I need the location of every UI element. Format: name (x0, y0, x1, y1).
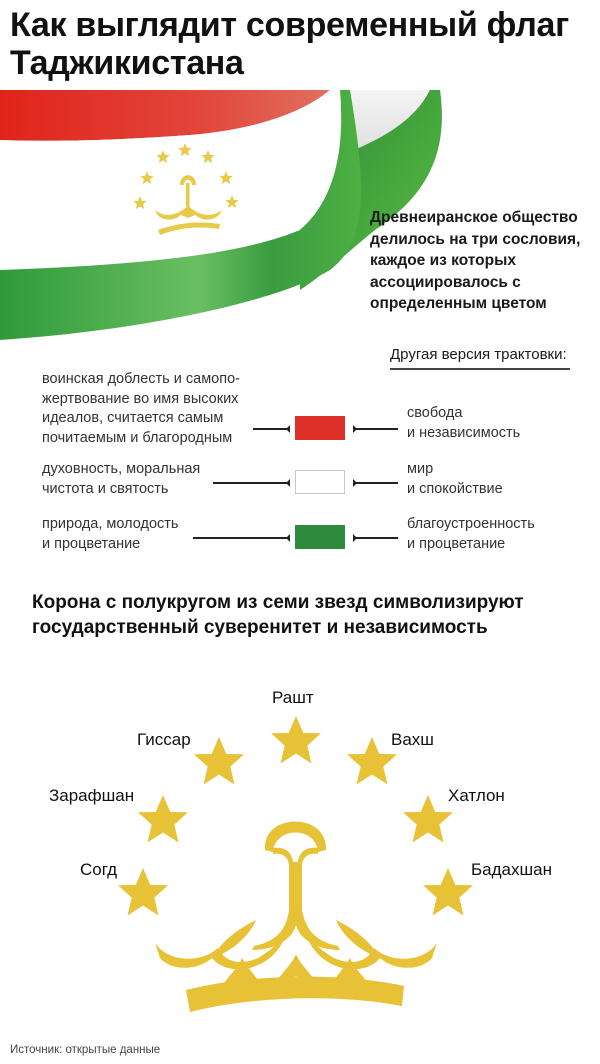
connector-line (213, 482, 287, 484)
meaning-row-green (0, 515, 600, 560)
star-label-sogd: Согд (80, 860, 118, 879)
connector-line (193, 537, 287, 539)
intro-text: Древнеиранское общество делилось на три сословия, каждое из которых ассоциировалось с определенным цветом (370, 209, 581, 312)
star-icon (194, 737, 244, 785)
alt-interpretation-header: Другая версия трактовки: (390, 346, 570, 370)
white-left-meaning: духовность, моральная чистота и святость (42, 461, 201, 497)
star-icon (271, 716, 321, 764)
star-icon (347, 737, 397, 785)
star-icon (423, 868, 473, 916)
connector-tick (286, 479, 290, 487)
star-label-zarafshan: Зарафшан (49, 786, 135, 805)
star-label-vakhsh: Вахш (391, 730, 434, 749)
red-left-meaning: воинская доблесть и самопо- жертвование во имя высоких идеалов, считается самым почитаемым и благородным (42, 371, 240, 446)
red-right-meaning: свобода и независимость (407, 405, 521, 441)
connector-tick (286, 534, 290, 542)
star-icon (403, 795, 453, 843)
connector-tick (286, 425, 290, 433)
green-left-meaning: природа, молодость и процветание (42, 516, 179, 552)
source-note: Источник: открытые данные (10, 1044, 161, 1056)
green-right-meaning: благоустроенность и процветание (407, 516, 535, 552)
connector-line (355, 428, 398, 430)
star-icon (138, 795, 188, 843)
emblem-subtitle: Корона с полукругом из семи звезд символизируют государственный суверенитет и независимость (32, 592, 524, 638)
star-icon (118, 868, 168, 916)
green-swatch (295, 525, 345, 549)
meaning-row-red (0, 370, 600, 445)
white-right-meaning: мир и спокойствие (407, 461, 503, 497)
star-label-badakhshan: Бадахшан (471, 860, 552, 879)
crown-emblem (0, 670, 600, 1030)
page-title: Как выглядит современный флаг Таджикистана (10, 6, 570, 82)
red-swatch (295, 416, 345, 440)
star-label-gissar: Гиссар (137, 730, 191, 749)
star-label-rasht: Рашт (272, 688, 314, 707)
connector-line (253, 428, 287, 430)
connector-line (355, 537, 398, 539)
star-label-khatlon: Хатлон (448, 786, 505, 805)
white-swatch (295, 470, 345, 494)
connector-line (355, 482, 398, 484)
meaning-row-white (0, 460, 600, 505)
